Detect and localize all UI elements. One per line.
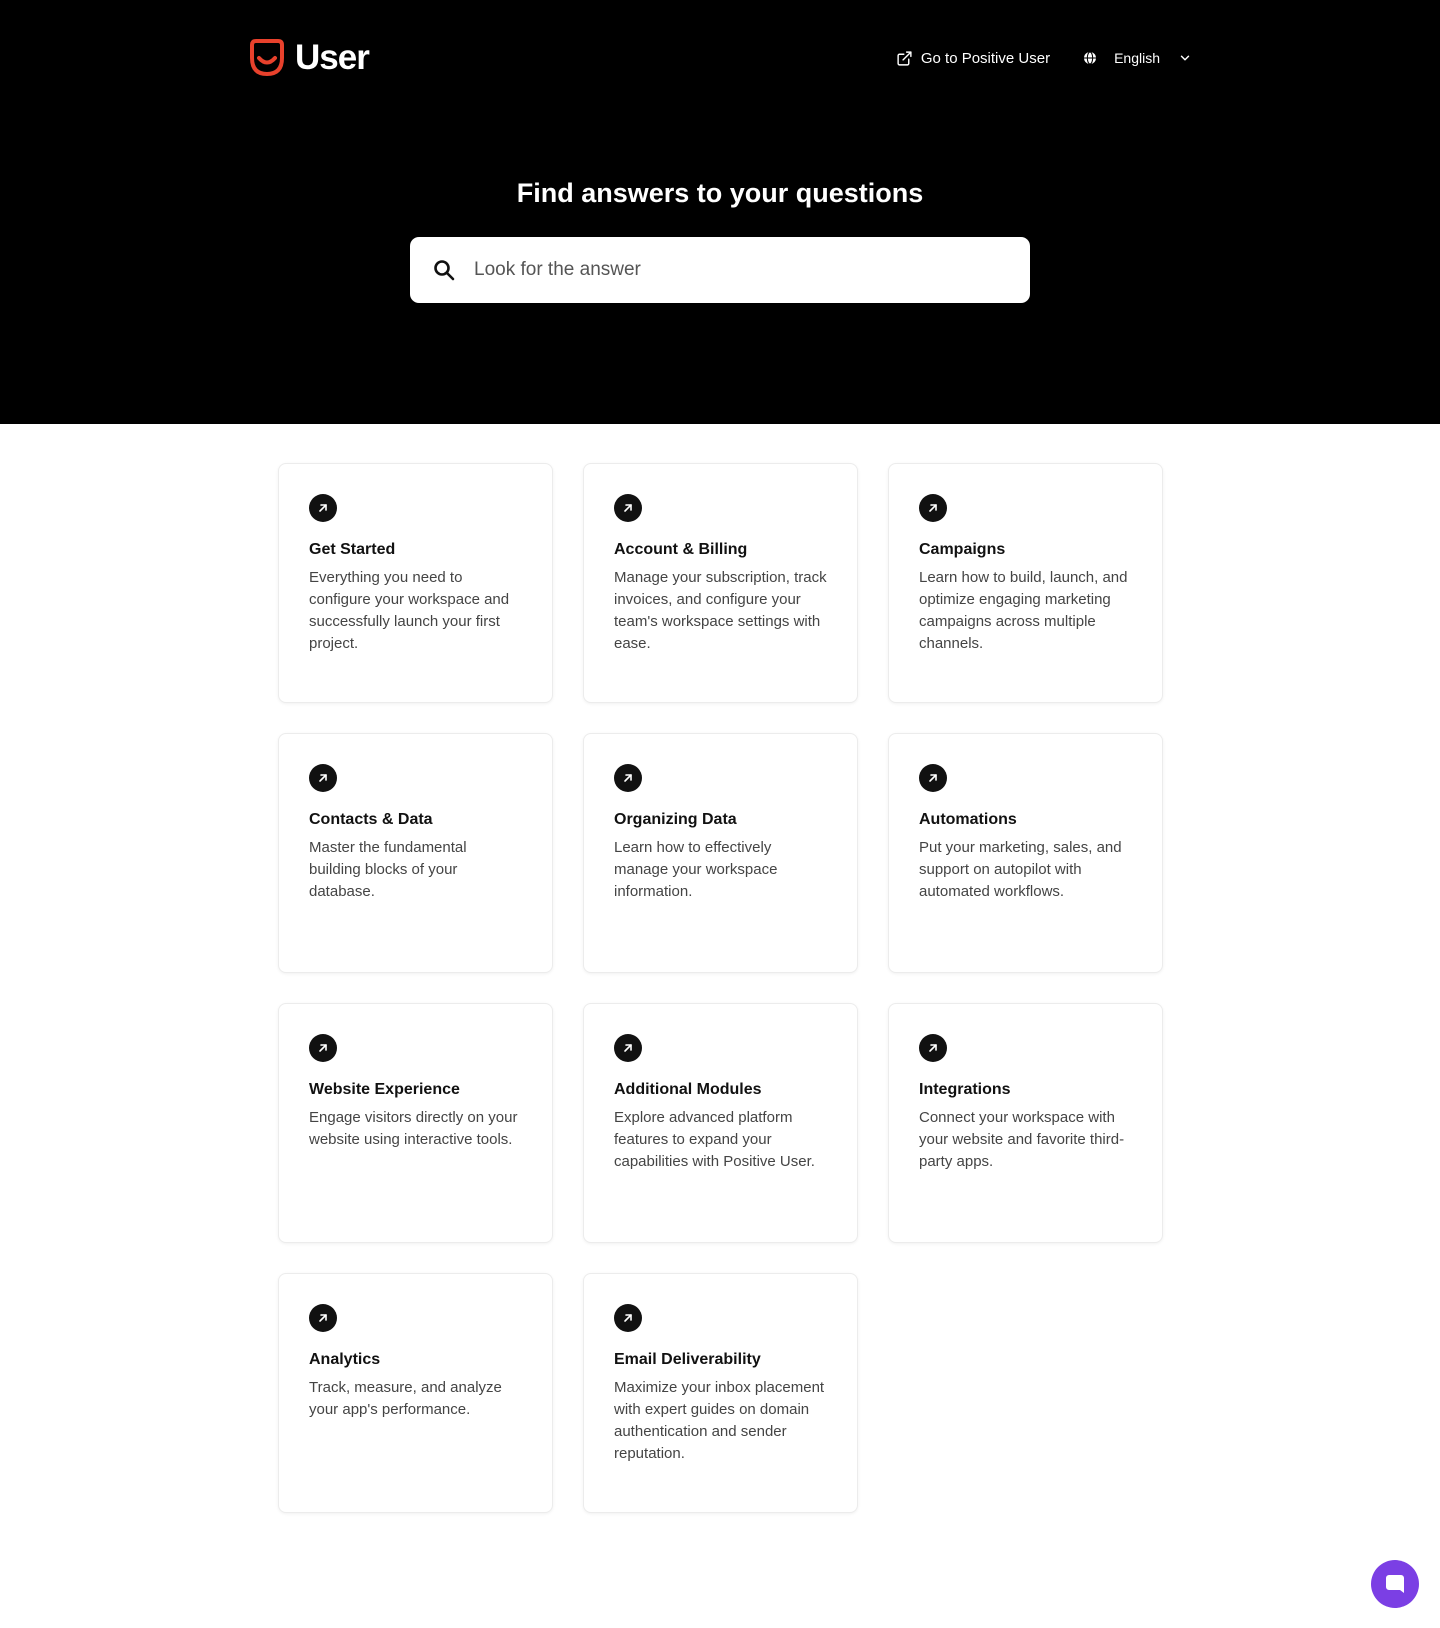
- category-card-integrations[interactable]: [888, 1003, 1163, 1243]
- language-label: English: [1114, 50, 1160, 66]
- external-link-icon: [896, 50, 913, 67]
- arrow-up-right-icon: [614, 764, 642, 792]
- arrow-up-right-icon: [614, 1034, 642, 1062]
- category-card-organizing-data[interactable]: [583, 733, 858, 973]
- category-card-website-experience[interactable]: [278, 1003, 553, 1243]
- chevron-down-icon: [1178, 51, 1192, 65]
- arrow-up-right-icon: [309, 1034, 337, 1062]
- category-card-account-billing[interactable]: [583, 463, 858, 703]
- chat-bubble-icon: [1383, 1572, 1407, 1596]
- category-card-email-deliverability[interactable]: [583, 1273, 858, 1513]
- category-title: Account & Billing: [614, 541, 748, 558]
- arrow-up-right-icon: [919, 1034, 947, 1062]
- arrow-up-right-icon: [614, 1304, 642, 1332]
- category-description: Put your marketing, sales, and support on autopilot with automated workflows.: [919, 839, 1122, 900]
- arrow-up-right-icon: [309, 494, 337, 522]
- go-to-positive-user-link[interactable]: [896, 50, 1050, 67]
- category-title: Campaigns: [919, 541, 1006, 558]
- category-title: Website Experience: [309, 1081, 460, 1098]
- language-selector[interactable]: [1082, 50, 1192, 66]
- category-card-automations[interactable]: [888, 733, 1163, 973]
- chat-widget-button[interactable]: [1371, 1560, 1419, 1608]
- hero-section: [0, 0, 1440, 424]
- category-card-contacts-data[interactable]: [278, 733, 553, 973]
- hero-title: Find answers to your questions: [516, 178, 924, 208]
- brand-logo[interactable]: [247, 38, 369, 78]
- category-card-get-started[interactable]: [278, 463, 553, 703]
- arrow-up-right-icon: [919, 764, 947, 792]
- category-title: Organizing Data: [614, 811, 737, 828]
- category-title: Analytics: [309, 1351, 381, 1368]
- header-nav: [896, 46, 1192, 70]
- category-title: Integrations: [919, 1081, 1011, 1098]
- category-title: Automations: [919, 811, 1017, 828]
- category-description: Master the fundamental building blocks of your database.: [309, 839, 467, 900]
- brand-name: User: [295, 38, 369, 77]
- category-description: Learn how to effectively manage your workspace information.: [614, 839, 778, 900]
- globe-icon: [1082, 50, 1098, 66]
- search-box: [410, 237, 1030, 303]
- category-description: Connect your workspace with your website and favorite third-party apps.: [919, 1109, 1125, 1170]
- category-description: Manage your subscription, track invoices, and configure your team's workspace settings with ease.: [614, 569, 827, 652]
- arrow-up-right-icon: [309, 1304, 337, 1332]
- category-title: Additional Modules: [614, 1081, 762, 1098]
- arrow-up-right-icon: [309, 764, 337, 792]
- category-description: Track, measure, and analyze your app's performance.: [309, 1379, 502, 1418]
- category-description: Engage visitors directly on your website using interactive tools.: [309, 1109, 518, 1148]
- category-title: Get Started: [309, 541, 396, 558]
- search-icon: [432, 258, 456, 282]
- category-grid: [278, 463, 1164, 1513]
- go-to-positive-user-label: Go to Positive User: [920, 49, 1051, 67]
- shield-smile-icon: [247, 38, 287, 78]
- category-description: Explore advanced platform features to expand your capabilities with Positive User.: [614, 1109, 815, 1170]
- category-card-analytics[interactable]: [278, 1273, 553, 1513]
- category-description: Maximize your inbox placement with expert guides on domain authentication and sender reputation.: [614, 1379, 825, 1462]
- search-input[interactable]: [474, 250, 1014, 290]
- category-title: Contacts & Data: [309, 811, 433, 828]
- category-card-additional-modules[interactable]: [583, 1003, 858, 1243]
- category-description: Everything you need to configure your workspace and successfully launch your first project.: [309, 569, 510, 652]
- category-card-campaigns[interactable]: [888, 463, 1163, 703]
- arrow-up-right-icon: [919, 494, 947, 522]
- category-title: Email Deliverability: [614, 1351, 761, 1368]
- category-description: Learn how to build, launch, and optimize engaging marketing campaigns across multiple channels.: [919, 569, 1128, 652]
- arrow-up-right-icon: [614, 494, 642, 522]
